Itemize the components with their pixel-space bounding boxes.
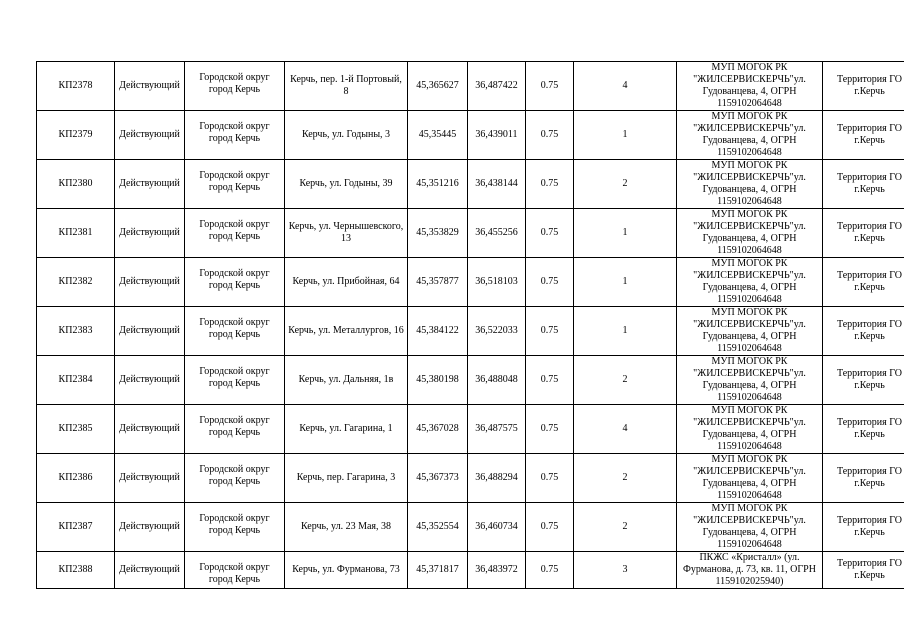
row-volume-cell: 0.75 [526, 160, 574, 209]
row-volume-cell: 0.75 [526, 454, 574, 503]
row-status-cell: Действующий [115, 160, 185, 209]
row-latitude-cell: 45,352554 [408, 503, 468, 552]
row-owner-cell: МУП МОГОК РК "ЖИЛСЕРВИСКЕРЧЬ"ул. Гудованцева, 4, ОГРН 1159102064648 [677, 209, 823, 258]
table-row [37, 552, 904, 589]
row-volume-cell: 0.75 [526, 552, 574, 589]
table-row [37, 62, 904, 111]
row-status-cell: Действующий [115, 258, 185, 307]
row-owner-cell: МУП МОГОК РК "ЖИЛСЕРВИСКЕРЧЬ"ул. Гудованцева, 4, ОГРН 1159102064648 [677, 62, 823, 111]
row-status-cell: Действующий [115, 209, 185, 258]
row-id-cell: КП2378 [37, 62, 115, 111]
row-status-cell: Действующий [115, 552, 185, 589]
row-count-cell: 1 [574, 258, 677, 307]
row-area-cell: Городской округ город Керчь [185, 454, 285, 503]
row-volume-cell: 0.75 [526, 503, 574, 552]
row-volume-cell: 0.75 [526, 258, 574, 307]
row-territory-cell: Территория ГО г.Керчь [823, 160, 904, 209]
row-area-cell: Городской округ город Керчь [185, 552, 285, 589]
row-longitude-cell: 36,518103 [468, 258, 526, 307]
row-territory-cell: Территория ГО г.Керчь [823, 307, 904, 356]
row-longitude-cell: 36,487575 [468, 405, 526, 454]
table-row [37, 307, 904, 356]
row-volume-cell: 0.75 [526, 111, 574, 160]
table-row [37, 503, 904, 552]
row-id-cell: КП2384 [37, 356, 115, 405]
row-id-cell: КП2385 [37, 405, 115, 454]
row-owner-cell: МУП МОГОК РК "ЖИЛСЕРВИСКЕРЧЬ"ул. Гудованцева, 4, ОГРН 1159102064648 [677, 405, 823, 454]
row-id-cell: КП2379 [37, 111, 115, 160]
row-count-cell: 2 [574, 503, 677, 552]
row-area-cell: Городской округ город Керчь [185, 405, 285, 454]
row-status-cell: Действующий [115, 356, 185, 405]
row-id-cell: КП2387 [37, 503, 115, 552]
row-owner-cell: МУП МОГОК РК "ЖИЛСЕРВИСКЕРЧЬ"ул. Гудованцева, 4, ОГРН 1159102064648 [677, 258, 823, 307]
row-territory-cell: Территория ГО г.Керчь [823, 552, 904, 589]
row-id-cell: КП2388 [37, 552, 115, 589]
row-latitude-cell: 45,380198 [408, 356, 468, 405]
row-address-cell: Керчь, ул. Фурманова, 73 [285, 552, 408, 589]
row-volume-cell: 0.75 [526, 209, 574, 258]
row-count-cell: 1 [574, 307, 677, 356]
row-count-cell: 4 [574, 62, 677, 111]
table-row [37, 405, 904, 454]
row-longitude-cell: 36,483972 [468, 552, 526, 589]
row-territory-cell: Территория ГО г.Керчь [823, 258, 904, 307]
row-count-cell: 4 [574, 405, 677, 454]
row-longitude-cell: 36,455256 [468, 209, 526, 258]
row-status-cell: Действующий [115, 62, 185, 111]
row-address-cell: Керчь, пер. Гагарина, 3 [285, 454, 408, 503]
row-territory-cell: Территория ГО г.Керчь [823, 62, 904, 111]
row-owner-cell: МУП МОГОК РК "ЖИЛСЕРВИСКЕРЧЬ"ул. Гудованцева, 4, ОГРН 1159102064648 [677, 160, 823, 209]
row-latitude-cell: 45,35445 [408, 111, 468, 160]
row-count-cell: 2 [574, 454, 677, 503]
row-status-cell: Действующий [115, 503, 185, 552]
row-latitude-cell: 45,365627 [408, 62, 468, 111]
row-address-cell: Керчь, ул. Дальняя, 1в [285, 356, 408, 405]
row-longitude-cell: 36,488048 [468, 356, 526, 405]
table-row [37, 209, 904, 258]
row-longitude-cell: 36,438144 [468, 160, 526, 209]
row-count-cell: 3 [574, 552, 677, 589]
row-latitude-cell: 45,357877 [408, 258, 468, 307]
row-longitude-cell: 36,522033 [468, 307, 526, 356]
row-latitude-cell: 45,384122 [408, 307, 468, 356]
row-area-cell: Городской округ город Керчь [185, 307, 285, 356]
row-address-cell: Керчь, ул. Годыны, 3 [285, 111, 408, 160]
row-longitude-cell: 36,439011 [468, 111, 526, 160]
row-latitude-cell: 45,367373 [408, 454, 468, 503]
row-latitude-cell: 45,353829 [408, 209, 468, 258]
table-row [37, 111, 904, 160]
row-volume-cell: 0.75 [526, 62, 574, 111]
row-latitude-cell: 45,351216 [408, 160, 468, 209]
row-volume-cell: 0.75 [526, 307, 574, 356]
row-owner-cell: ПКЖС «Кристалл» (ул. Фурманова, д. 73, кв. 11, ОГРН 1159102025940) [677, 552, 823, 589]
table-row [37, 454, 904, 503]
row-id-cell: КП2382 [37, 258, 115, 307]
row-address-cell: Керчь, ул. Годыны, 39 [285, 160, 408, 209]
table-row [37, 356, 904, 405]
row-area-cell: Городской округ город Керчь [185, 258, 285, 307]
row-territory-cell: Территория ГО г.Керчь [823, 111, 904, 160]
table-row [37, 160, 904, 209]
table-row [37, 258, 904, 307]
row-area-cell: Городской округ город Керчь [185, 356, 285, 405]
row-address-cell: Керчь, ул. Прибойная, 64 [285, 258, 408, 307]
row-territory-cell: Территория ГО г.Керчь [823, 356, 904, 405]
row-area-cell: Городской округ город Керчь [185, 111, 285, 160]
row-id-cell: КП2380 [37, 160, 115, 209]
row-address-cell: Керчь, ул. Чернышевского, 13 [285, 209, 408, 258]
row-owner-cell: МУП МОГОК РК "ЖИЛСЕРВИСКЕРЧЬ"ул. Гудованцева, 4, ОГРН 1159102064648 [677, 111, 823, 160]
row-status-cell: Действующий [115, 454, 185, 503]
row-longitude-cell: 36,487422 [468, 62, 526, 111]
row-address-cell: Керчь, пер. 1-й Портовый, 8 [285, 62, 408, 111]
row-territory-cell: Территория ГО г.Керчь [823, 454, 904, 503]
row-address-cell: Керчь, ул. Металлургов, 16 [285, 307, 408, 356]
row-territory-cell: Территория ГО г.Керчь [823, 209, 904, 258]
registry-table [36, 61, 904, 589]
row-count-cell: 1 [574, 209, 677, 258]
row-longitude-cell: 36,488294 [468, 454, 526, 503]
row-area-cell: Городской округ город Керчь [185, 503, 285, 552]
row-count-cell: 2 [574, 356, 677, 405]
row-owner-cell: МУП МОГОК РК "ЖИЛСЕРВИСКЕРЧЬ"ул. Гудованцева, 4, ОГРН 1159102064648 [677, 307, 823, 356]
row-longitude-cell: 36,460734 [468, 503, 526, 552]
row-area-cell: Городской округ город Керчь [185, 62, 285, 111]
row-territory-cell: Территория ГО г.Керчь [823, 405, 904, 454]
row-status-cell: Действующий [115, 405, 185, 454]
row-status-cell: Действующий [115, 111, 185, 160]
row-volume-cell: 0.75 [526, 356, 574, 405]
row-area-cell: Городской округ город Керчь [185, 160, 285, 209]
table-body [37, 62, 904, 589]
row-count-cell: 2 [574, 160, 677, 209]
row-status-cell: Действующий [115, 307, 185, 356]
row-area-cell: Городской округ город Керчь [185, 209, 285, 258]
row-id-cell: КП2383 [37, 307, 115, 356]
row-owner-cell: МУП МОГОК РК "ЖИЛСЕРВИСКЕРЧЬ"ул. Гудованцева, 4, ОГРН 1159102064648 [677, 503, 823, 552]
row-address-cell: Керчь, ул. 23 Мая, 38 [285, 503, 408, 552]
row-owner-cell: МУП МОГОК РК "ЖИЛСЕРВИСКЕРЧЬ"ул. Гудованцева, 4, ОГРН 1159102064648 [677, 356, 823, 405]
row-address-cell: Керчь, ул. Гагарина, 1 [285, 405, 408, 454]
row-id-cell: КП2386 [37, 454, 115, 503]
row-latitude-cell: 45,367028 [408, 405, 468, 454]
row-owner-cell: МУП МОГОК РК "ЖИЛСЕРВИСКЕРЧЬ"ул. Гудованцева, 4, ОГРН 1159102064648 [677, 454, 823, 503]
row-territory-cell: Территория ГО г.Керчь [823, 503, 904, 552]
row-count-cell: 1 [574, 111, 677, 160]
row-id-cell: КП2381 [37, 209, 115, 258]
row-volume-cell: 0.75 [526, 405, 574, 454]
row-latitude-cell: 45,371817 [408, 552, 468, 589]
